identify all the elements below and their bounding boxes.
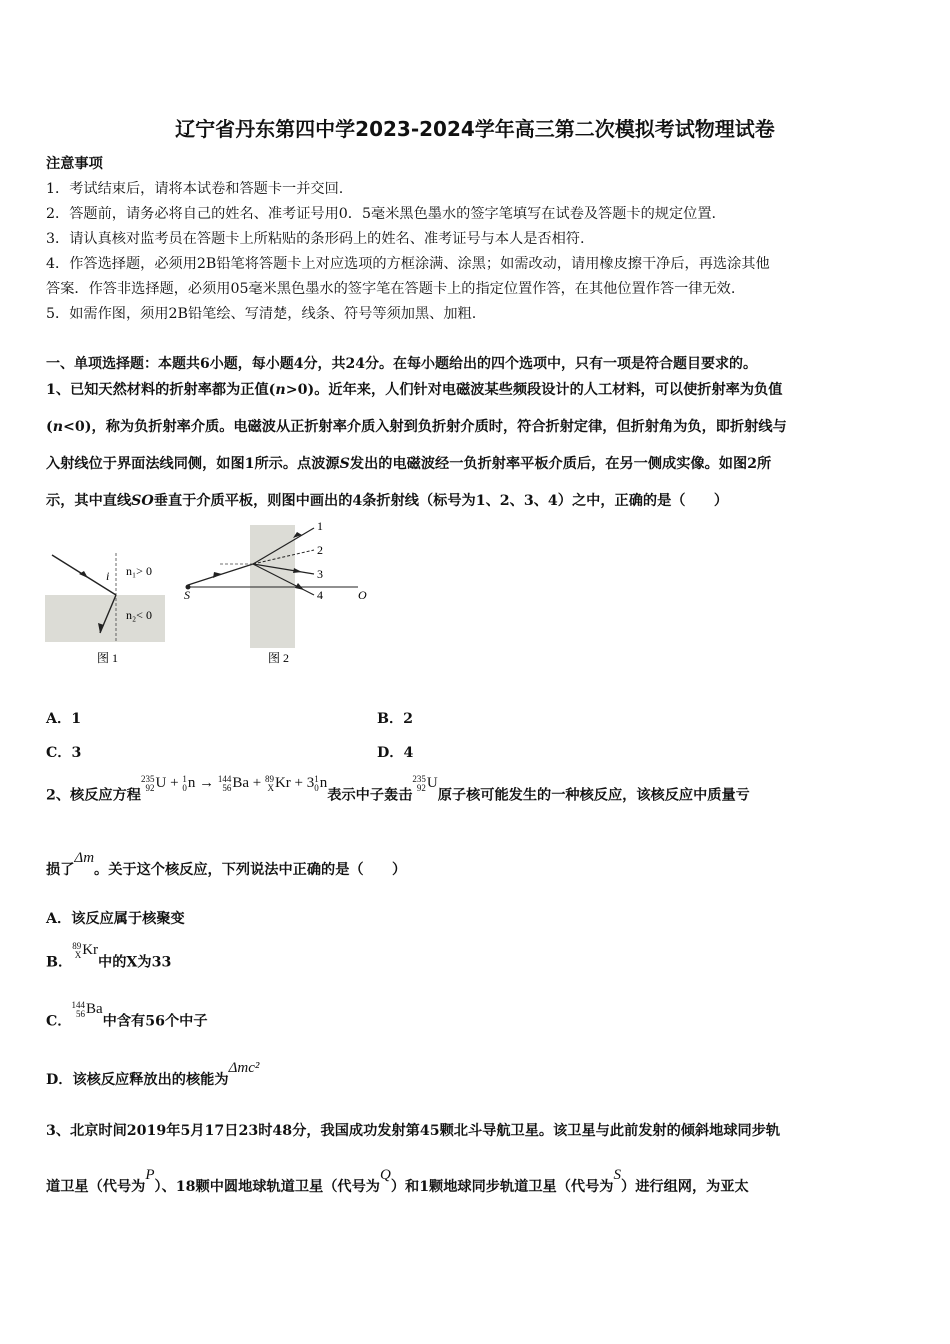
question-2-line: 2、核反应方程235 92U + 1 0n → 144 56Ba + 89 XKr + 31 0n表示中子轰击235 92U原子核可能发生的一种核反应，该核反应中质量亏 xyxy=(46,774,750,804)
question-1-line: (n<0)，称为负折射率介质。电磁波从正折射率介质入射到负折射介质时，符合折射定律，但折射角为负，即折射线与 xyxy=(46,419,787,435)
notice-heading: 注意事项 xyxy=(46,156,103,172)
notice-item: 4．作答选择题，必须用2B铅笔将答题卡上对应选项的方框涂满、涂黑；如需改动，请用橡皮擦干净后，再选涂其他 xyxy=(46,256,770,272)
figure-2 xyxy=(180,515,380,670)
option-d: D．该核反应释放出的核能为Δmc² xyxy=(46,1060,260,1088)
source-label: S xyxy=(184,588,190,602)
question-3-line: 3、北京时间2019年5月17日23时48分，我国成功发射第45颗北斗导航卫星。该卫星与此前发射的倾斜地球同步轨 xyxy=(46,1123,781,1139)
notice-item: 1．考试结束后，请将本试卷和答题卡一并交回. xyxy=(46,181,344,197)
nuclear-equation: 235 92U + 1 0n → 144 56Ba + 89 XKr + 31 0n xyxy=(141,774,328,793)
figure-1-caption: 图 1 xyxy=(97,651,119,665)
angle-label: i xyxy=(106,569,110,583)
question-1-line: 入射线位于界面法线同侧，如图1所示。点波源S发出的电磁波经一负折射率平板介质后，在另一侧成实像。如图2所 xyxy=(46,456,772,472)
figure-1 xyxy=(40,545,180,670)
question-2-line: 损了Δm。关于这个核反应，下列说法中正确的是（ ） xyxy=(46,850,407,878)
notice-item: 5．如需作图，须用2B铅笔绘、写清楚，线条、符号等须加黑、加粗. xyxy=(46,306,477,322)
ray-label: 3 xyxy=(317,567,323,581)
option-a: A．该反应属于核聚变 xyxy=(46,911,185,927)
notice-item: 答案．作答非选择题，必须用05毫米黑色墨水的签字笔在答题卡上的指定位置作答，在其他位置作答一律无效. xyxy=(46,281,736,297)
question-1-line: 示，其中直线SO垂直于介质平板，则图中画出的4条折射线（标号为1、2、3、4）之中，正确的是（ ） xyxy=(46,493,729,509)
page-title: 辽宁省丹东第四中学2023-2024学年高三第二次模拟考试物理试卷 xyxy=(175,117,775,141)
ray-label: 4 xyxy=(317,588,323,602)
option-a: A．1 xyxy=(46,711,82,727)
option-c: C．144 56Ba中含有56个中子 xyxy=(46,1000,208,1030)
notice-item: 2．答题前，请务必将自己的姓名、准考证号用0．5毫米黑色墨水的签字笔填写在试卷及答题卡的规定位置. xyxy=(46,206,717,222)
O-label: O xyxy=(358,588,367,602)
section-heading: 一、单项选择题：本题共6小题，每小题4分，共24分。在每小题给出的四个选项中，只有一项是符合题目要求的。 xyxy=(46,356,757,372)
question-3-line: 道卫星（代号为P）、18颗中圆地球轨道卫星（代号为Q）和1颗地球同步轨道卫星（代号为S）进行组网，为亚太 xyxy=(46,1167,749,1195)
ray-label: 2 xyxy=(317,543,323,557)
option-b: B．89 XKr中的X为33 xyxy=(46,941,172,971)
option-d: D．4 xyxy=(377,745,414,761)
notice-item: 3．请认真核对监考员在答题卡上所粘贴的条形码上的姓名、准考证号与本人是否相符. xyxy=(46,231,585,247)
option-b: B．2 xyxy=(377,711,414,727)
n1-label: n₁> 0 xyxy=(126,564,152,578)
ray-label: 1 xyxy=(317,519,323,533)
option-c: C．3 xyxy=(46,745,82,761)
figure-2-caption: 图 2 xyxy=(268,651,290,665)
n2-label: n₂< 0 xyxy=(126,608,152,622)
question-1-line: 1、已知天然材料的折射率都为正值(n>0)。近年来，人们针对电磁波某些频段设计的人工材料，可以使折射率为负值 xyxy=(46,382,783,398)
